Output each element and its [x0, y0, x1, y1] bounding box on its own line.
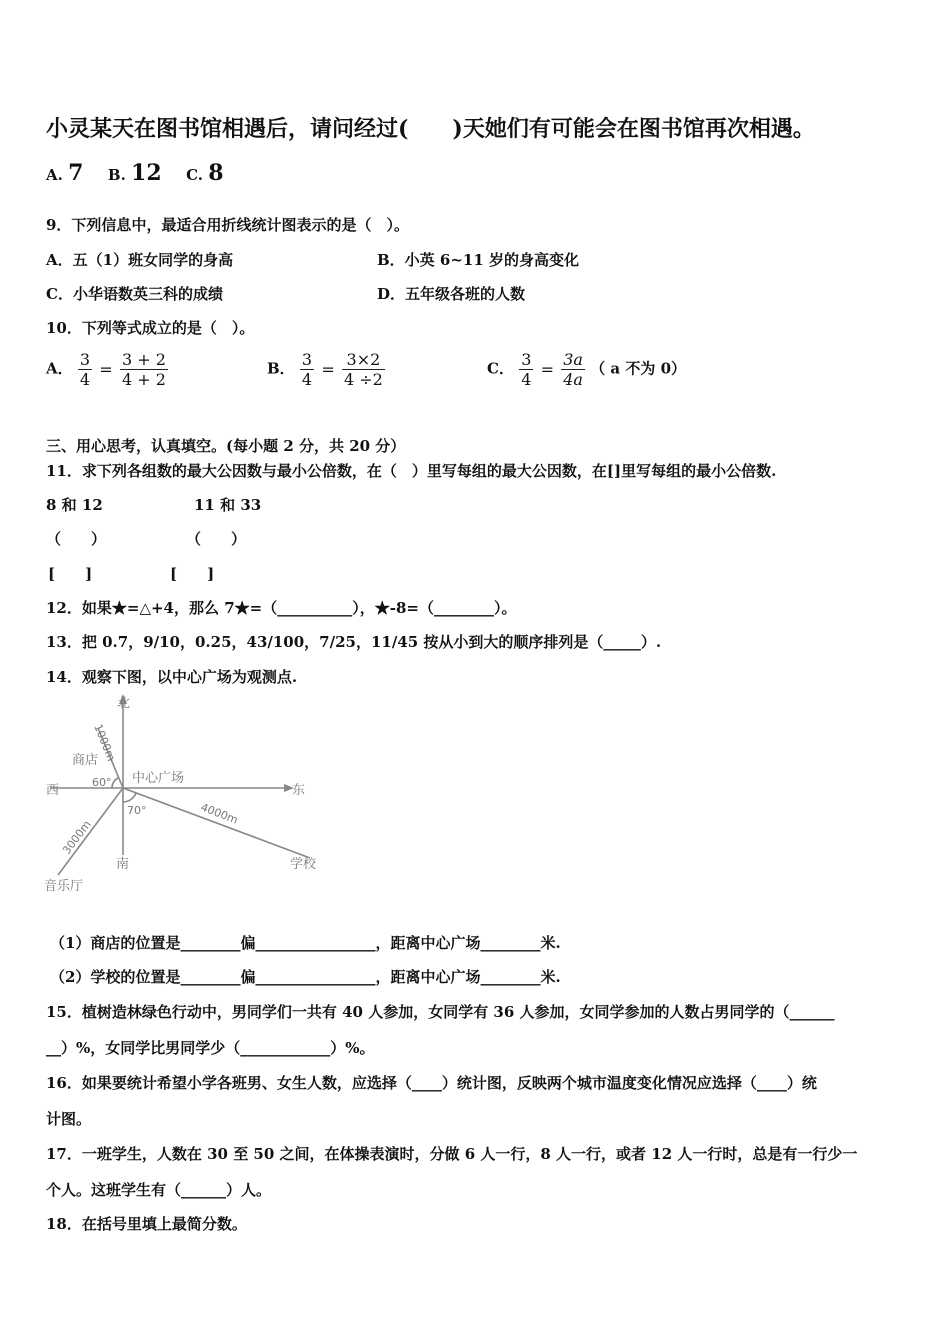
q10-option-b: [267, 350, 385, 389]
shop-angle-label: 60°: [92, 776, 112, 789]
music-hall-direction-line: [58, 788, 123, 875]
west-label: 西: [46, 783, 60, 798]
q14-sub2: （2）学校的位置是________偏________________，距离中心广场________米.: [50, 968, 561, 986]
q11-lcm-blank-1: [ ]: [48, 565, 93, 583]
q11-stem: 11．求下列各组数的最大公因数与最小公倍数，在（ ）里写每组的最大公因数，在[]里写每组的最小公倍数.: [46, 462, 777, 480]
q11-gcd-blank-2: （ ）: [186, 530, 247, 548]
q10-option-a: [46, 350, 168, 389]
q14-sub1: （1）商店的位置是________偏________________，距离中心广场________米.: [50, 934, 561, 952]
music-hall-distance-label: 3000m: [60, 818, 94, 857]
q17-line1: 17．一班学生，人数在 30 至 50 之间，在体操表演时，分做 6 人一行，8 人一行，或者 12 人一行时，总是有一行少一: [46, 1145, 858, 1163]
q11-lcm-blank-2: [ ]: [170, 565, 215, 583]
fraction: $\frac{3}{4}$: [521, 350, 532, 389]
q10-option-b-label: B．: [267, 359, 295, 378]
section-title: 三、用心思考，认真填空。(每小题 2 分，共 20 分）: [46, 437, 406, 455]
q18-text: 18．在括号里填上最简分数。: [46, 1215, 247, 1233]
q15-line2: __）%，女同学比男同学少（____________）%。: [46, 1039, 375, 1057]
q9-option-b: B．小英 6~11 岁的身高变化: [377, 251, 580, 269]
equals-sign: =: [321, 360, 335, 379]
fraction: $\frac{3}{4}$: [79, 350, 91, 389]
school-distance-label: 4000m: [198, 800, 240, 827]
fraction: $\frac{3 + 2}{4 + 2}$: [121, 350, 166, 389]
equals-sign: =: [540, 360, 555, 379]
fraction: $\frac{3\times 2}{4 \div 2}$: [343, 350, 383, 389]
q8-line: 小灵某天在图书馆相遇后，请问经过( )天她们有可能会在图书馆再次相遇。: [46, 116, 815, 142]
q8-option-b-value: 12: [131, 160, 162, 186]
q10-option-c: [487, 350, 686, 389]
fraction: $\frac{3a}{4a}$: [563, 350, 583, 389]
music-hall-label: 音乐厅: [44, 879, 84, 894]
school-direction-line: [123, 788, 310, 858]
q8-option-a-label: A.: [46, 166, 63, 184]
q17-line2: 个人。这班学生有（______）人。: [46, 1181, 272, 1199]
q10-option-c-note: （ a 不为 0）: [590, 359, 687, 378]
school-angle-label: 70°: [127, 804, 147, 817]
q14-stem: 14．观察下图，以中心广场为观测点.: [46, 668, 298, 686]
q10-option-c-label: C．: [487, 359, 514, 378]
q9-option-c: C．小华语数英三科的成绩: [46, 285, 223, 303]
direction-map: [40, 690, 340, 905]
q8-option-c-value: 8: [208, 160, 224, 186]
q8-option-b-label: B.: [107, 166, 126, 184]
fraction: $\frac{3}{4}$: [301, 350, 313, 389]
north-label: 北: [117, 696, 131, 711]
q11-group-2: 11 和 33: [194, 496, 262, 514]
q12-text: 12．如果★=△+4，那么 7★=（__________），★-8=（________）。: [46, 599, 517, 617]
q8-option-c-label: C.: [186, 166, 204, 184]
q9-option-d: D．五年级各班的人数: [377, 285, 526, 303]
q8-option-a-value: 7: [68, 160, 84, 186]
shop-distance-label: 1000m: [91, 722, 118, 764]
shop-label: 商店: [72, 753, 99, 768]
q10-stem: 10．下列等式成立的是（ ）。: [46, 319, 255, 337]
q11-group-1: 8 和 12: [46, 496, 103, 514]
school-angle-arc: [123, 793, 136, 802]
east-label: 东: [292, 783, 306, 798]
q11-gcd-blank-1: （ ）: [46, 530, 107, 548]
south-label: 南: [116, 857, 130, 872]
q16-line1: 16．如果要统计希望小学各班男、女生人数，应选择（____）统计图，反映两个城市温度变化情况应选择（____）统: [46, 1074, 817, 1092]
center-label: 中心广场: [132, 771, 185, 786]
shop-angle-arc: [112, 778, 118, 788]
q13-text: 13．把 0.7，9/10，0.25，43/100，7/25，11/45 按从小到大的顺序排列是（_____）.: [46, 633, 662, 651]
q9-stem: 9．下列信息中，最适合用折线统计图表示的是（ ）。: [46, 216, 409, 234]
equals-sign: =: [99, 360, 113, 379]
q16-line2: 计图。: [46, 1110, 92, 1128]
school-label: 学校: [290, 857, 317, 872]
q8-options: [46, 160, 224, 186]
q9-option-a: A．五（1）班女同学的身高: [46, 251, 234, 269]
q10-option-a-label: A．: [46, 359, 73, 378]
q15-line1: 15．植树造林绿色行动中，男同学们一共有 40 人参加，女同学有 36 人参加，女同学参加的人数占男同学的（______: [46, 1003, 835, 1021]
